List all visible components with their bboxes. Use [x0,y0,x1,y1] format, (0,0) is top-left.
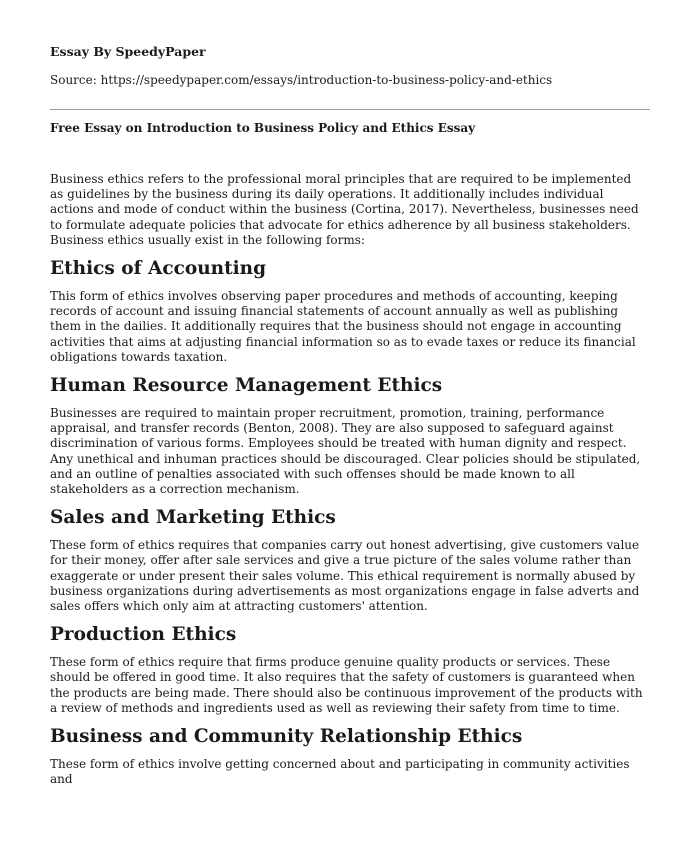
intro-paragraph: Business ethics refers to the professional moral principles that are required to be implemented as guidelines by the business during its daily operations. It additionally includes individual actions and mode of conduct within the business (Cortina, 2017). Nevertheless, businesses need to formulate adequate policies that advocate for ethics adherence by all business stakeholders. Business ethics usually exist in the following forms: [50,172,639,247]
section-heading: Production Ethics [50,624,237,646]
document-title: Free Essay on Introduction to Business Policy and Ethics Essay [50,121,476,135]
header-divider [50,109,650,110]
section-heading: Ethics of Accounting [50,258,267,280]
section-paragraph: This form of ethics involves observing paper procedures and methods of accounting, keeping records of account and issuing financial statements of account annually as well as publishing them in the dailies. It additionally requires that the business should not engage in accounting activities that aims at adjusting financial information so as to evade taxes or reduce its financial obligations towards taxation. [50,289,636,364]
essay-content [50,172,650,787]
section-paragraph: These form of ethics require that firms produce genuine quality products or services. These should be offered in good time. It also requires that the safety of customers is guaranteed when the products are being made. There should also be continuous improvement of the products with a review of methods and ingredients used as well as reviewing their safety from time to time. [50,655,643,715]
source-line: Source: https://speedypaper.com/essays/introduction-to-business-policy-and-ethics [50,73,553,87]
section-paragraph: These form of ethics requires that companies carry out honest advertising, give customers value for their money, offer after sale services and give a true picture of the sales volume rather than exaggerate or under present their sales volume. This ethical requirement is normally abused by business organizations during advertisements as most organizations engage in false adverts and sales offers which only aim at attracting customers' attention. [50,538,640,614]
section-heading: Human Resource Management Ethics [50,375,443,397]
author-line: Essay By SpeedyPaper [50,44,206,59]
section-heading: Business and Community Relationship Ethics [50,726,523,748]
section-paragraph: Businesses are required to maintain proper recruitment, promotion, training, performance appraisal, and transfer records (Benton, 2008). They are also supposed to safeguard against discrimination of various forms. Employees should be treated with human dignity and respect. Any unethical and inhuman practices should be discouraged. Clear policies should be stipulated, and an outline of penalties associated with such offenses should be made known to all stakeholders as a correction mechanism. [50,406,641,497]
section-heading: Sales and Marketing Ethics [50,507,336,529]
section-paragraph: These form of ethics involve getting concerned about and participating in community activities and [50,757,630,787]
